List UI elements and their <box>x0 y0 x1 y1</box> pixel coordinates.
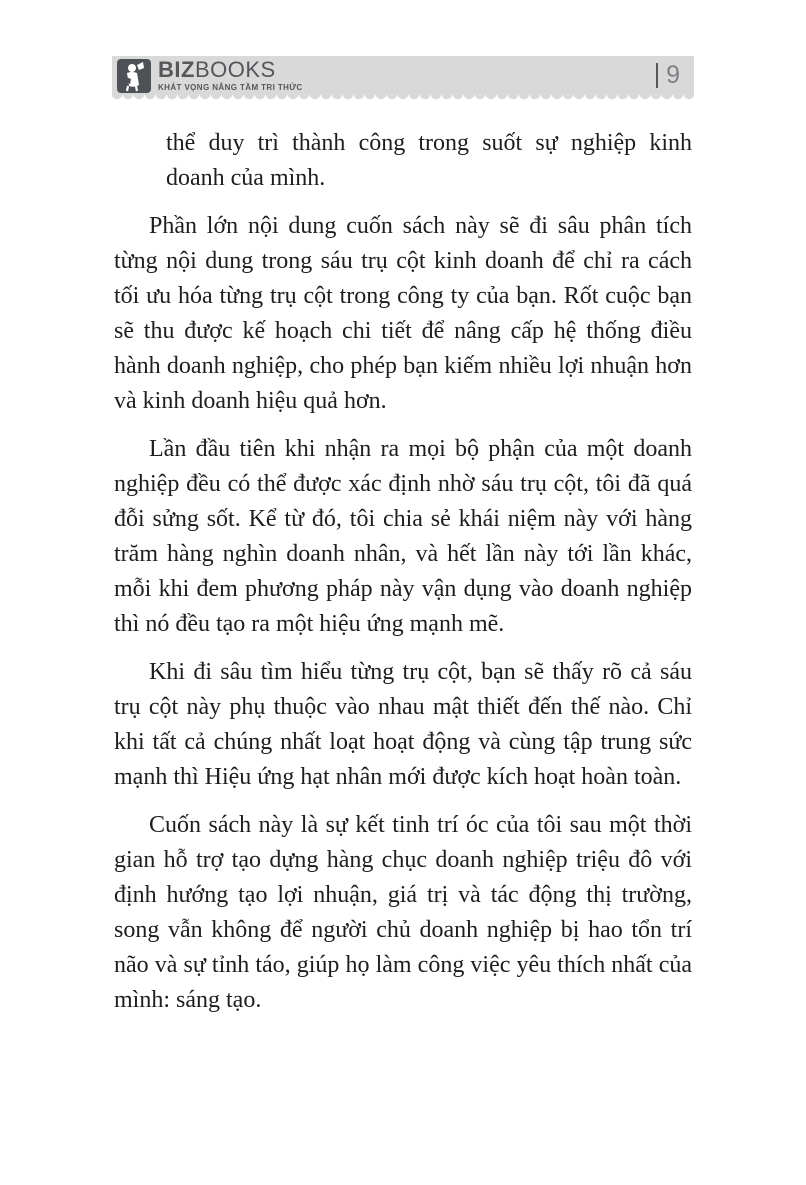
brand-name <box>158 59 303 81</box>
paragraph: Cuốn sách này là sự kết tinh trí óc của tôi sau một thời gian hỗ trợ tạo dựng hàng chục doanh nghiệp triệu đô với định hướng tạo lợi nhuận, giá trị và tác động thị trường, song vẫn không để người chủ doanh nghiệp bị hao tổn trí não và sự tỉnh táo, giúp họ làm công việc yêu thích nhất của mình: sáng tạo. <box>114 812 692 1013</box>
brand-text <box>158 59 303 92</box>
brand-name-books: BOOKS <box>194 57 276 82</box>
page-header <box>112 56 694 95</box>
paragraph-continuation: thể duy trì thành công trong suốt sự nghiệp kinh doanh của mình. <box>166 130 692 191</box>
brand-name-biz: BIZ <box>158 57 195 82</box>
page-number: 9 <box>666 61 680 89</box>
header-scalloped-edge <box>112 95 694 102</box>
bizbooks-reader-logo-icon <box>117 59 151 93</box>
paragraph: Phần lớn nội dung cuốn sách này sẽ đi sâu phân tích từng nội dung trong sáu trụ cột kinh doanh để chỉ ra cách tối ưu hóa từng trụ cột trong công ty của bạn. Rốt cuộc bạn sẽ thu được kế hoạch chi tiết để nâng cấp hệ thống điều hành doanh nghiệp, cho phép bạn kiếm nhiều lợi nhuận hơn và kinh doanh hiệu quả hơn. <box>114 213 692 414</box>
body-text <box>114 126 692 1031</box>
brand-tagline: KHÁT VỌNG NÂNG TẦM TRI THỨC <box>158 83 303 92</box>
paragraph: Khi đi sâu tìm hiểu từng trụ cột, bạn sẽ thấy rõ cả sáu trụ cột này phụ thuộc vào nhau mật thiết đến thế nào. Chỉ khi tất cả chúng nhất loạt hoạt động và cùng tập trung sức mạnh thì Hiệu ứng hạt nhân mới được kích hoạt hoàn toàn. <box>114 659 692 790</box>
page-number-divider <box>656 63 658 88</box>
page-number-block <box>656 63 694 88</box>
paragraph: Lần đầu tiên khi nhận ra mọi bộ phận của một doanh nghiệp đều có thể được xác định nhờ sáu trụ cột, tôi đã quá đỗi sửng sốt. Kể từ đó, tôi chia sẻ khái niệm này với hàng trăm hàng nghìn doanh nhân, và hết lần này tới lần khác, mỗi khi đem phương pháp này vận dụng vào doanh nghiệp thì nó đều tạo ra một hiệu ứng mạnh mẽ. <box>114 436 692 637</box>
publisher-brand <box>112 59 303 93</box>
